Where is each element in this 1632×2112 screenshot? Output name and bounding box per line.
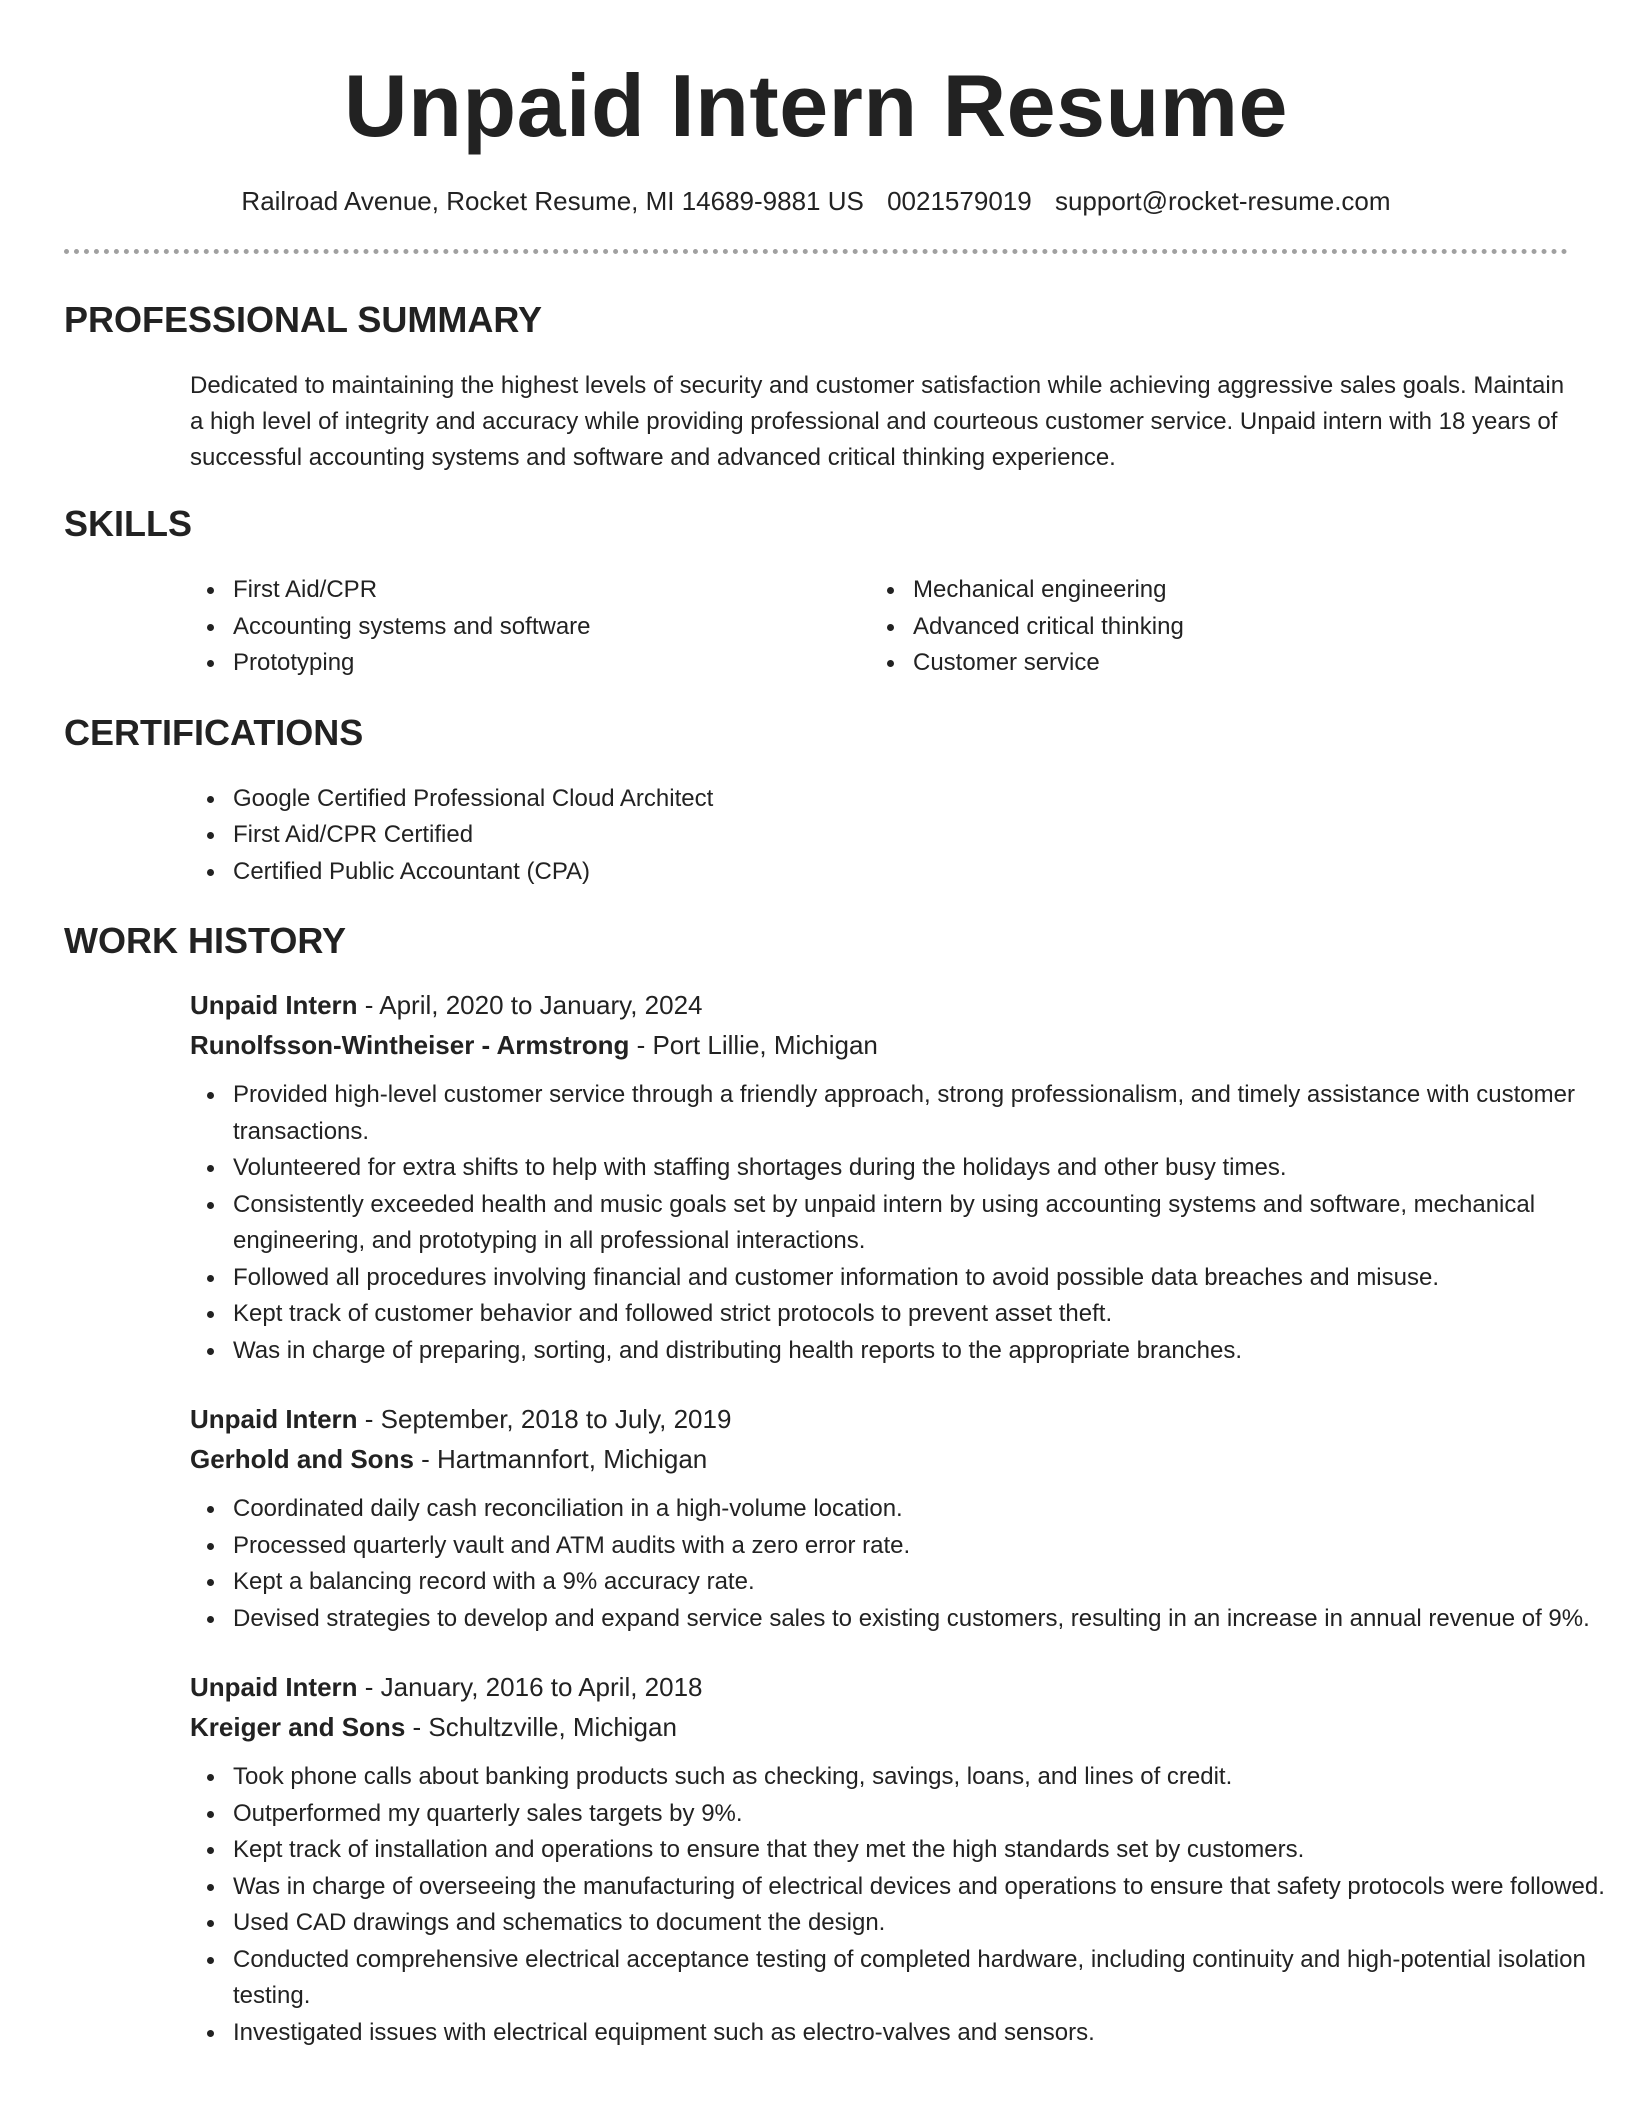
job-company: Kreiger and Sons xyxy=(190,1712,406,1742)
job-bullet: Kept track of customer behavior and followed strict protocols to prevent asset theft. xyxy=(190,1296,1613,1333)
summary-text: Dedicated to maintaining the highest levels of security and customer satisfaction while achieving aggressive sales goals. Maintain a high level of integrity and accuracy while providing professional and courteous customer service. Unpaid intern with 18 years of successful accounting systems and software and advanced critical thinking experience. xyxy=(190,372,1565,471)
skill-item: Mechanical engineering xyxy=(870,572,1550,609)
job-bullets xyxy=(190,1491,1590,1637)
job-entry xyxy=(190,985,1575,1369)
job-entry xyxy=(190,1667,1605,2051)
job-dates: - September, 2018 to July, 2019 xyxy=(357,1404,732,1434)
job-title-line xyxy=(190,1399,1568,1439)
job-bullet: Was in charge of overseeing the manufacturing of electrical devices and operations to ensure that safety protocols were followed. xyxy=(190,1869,1613,1906)
job-location: - Port Lillie, Michigan xyxy=(629,1030,878,1060)
job-company: Runolfsson-Wintheiser - Armstrong xyxy=(190,1030,630,1060)
job-company-line xyxy=(190,1707,1568,1747)
contact-address: Railroad Avenue, Rocket Resume, MI 14689-9881 US xyxy=(241,186,864,216)
contact-email[interactable]: support@rocket-resume.com xyxy=(1054,186,1391,216)
job-bullet: Kept track of installation and operations to ensure that they met the high standards set by customers. xyxy=(190,1832,1613,1869)
job-location: - Hartmannfort, Michigan xyxy=(413,1444,708,1474)
skill-item: First Aid/CPR xyxy=(190,572,870,609)
job-bullet: Used CAD drawings and schematics to document the design. xyxy=(190,1905,1613,1942)
job-bullet: Provided high-level customer service through a friendly approach, strong professionalism, and timely assistance with customer transactions. xyxy=(190,1077,1613,1150)
job-bullet: Outperformed my quarterly sales targets by 9%. xyxy=(190,1796,1613,1833)
job-bullet: Took phone calls about banking products such as checking, savings, loans, and lines of credit. xyxy=(190,1759,1613,1796)
job-bullet: Investigated issues with electrical equipment such as electro-valves and sensors. xyxy=(190,2015,1613,2052)
certification-item: First Aid/CPR Certified xyxy=(190,817,1568,854)
job-location: - Schultzville, Michigan xyxy=(405,1712,677,1742)
job-title-line xyxy=(190,985,1568,1025)
skill-item: Customer service xyxy=(870,645,1550,682)
job-bullet: Conducted comprehensive electrical acceptance testing of completed hardware, including continuity and high-potential isolation testing. xyxy=(190,1942,1613,2015)
summary-heading: PROFESSIONAL SUMMARY xyxy=(64,299,543,340)
resume-title: Unpaid Intern Resume xyxy=(344,56,1288,155)
work-history-heading: WORK HISTORY xyxy=(64,920,347,961)
job-bullet: Kept a balancing record with a 9% accuracy rate. xyxy=(190,1564,1613,1601)
job-bullet: Devised strategies to develop and expand service sales to existing customers, resulting in an increase in annual revenue of 9%. xyxy=(190,1601,1613,1638)
job-bullet: Consistently exceeded health and music goals set by unpaid intern by using accounting systems and software, mechanical engineering, and prototyping in all professional interactions. xyxy=(190,1187,1613,1260)
job-company-line xyxy=(190,1025,1568,1065)
job-entry xyxy=(190,1399,1590,1637)
job-bullet: Was in charge of preparing, sorting, and distributing health reports to the appropriate branches. xyxy=(190,1333,1613,1370)
header-divider xyxy=(64,249,1568,254)
job-dates: - January, 2016 to April, 2018 xyxy=(357,1672,703,1702)
job-role: Unpaid Intern xyxy=(190,1404,358,1434)
job-role: Unpaid Intern xyxy=(190,1672,358,1702)
certifications-list xyxy=(190,781,1568,891)
skills-column-right xyxy=(870,572,1550,682)
job-dates: - April, 2020 to January, 2024 xyxy=(357,990,703,1020)
job-bullet: Volunteered for extra shifts to help with staffing shortages during the holidays and other busy times. xyxy=(190,1150,1613,1187)
job-bullets xyxy=(190,1077,1575,1369)
certification-item: Google Certified Professional Cloud Architect xyxy=(190,781,1568,818)
job-bullets xyxy=(190,1759,1605,2051)
job-role: Unpaid Intern xyxy=(190,990,358,1020)
skills-column-left xyxy=(190,572,870,682)
job-title-line xyxy=(190,1667,1568,1707)
skill-item: Accounting systems and software xyxy=(190,609,870,646)
skills-list xyxy=(190,572,1632,682)
job-bullet: Coordinated daily cash reconciliation in a high-volume location. xyxy=(190,1491,1613,1528)
job-bullet: Processed quarterly vault and ATM audits with a zero error rate. xyxy=(190,1528,1613,1565)
job-company-line xyxy=(190,1439,1568,1479)
contact-phone: 0021579019 xyxy=(887,186,1032,216)
job-bullet: Followed all procedures involving financial and customer information to avoid possible data breaches and misuse. xyxy=(190,1260,1613,1297)
skills-heading: SKILLS xyxy=(64,503,193,544)
certification-item: Certified Public Accountant (CPA) xyxy=(190,854,1568,891)
skill-item: Prototyping xyxy=(190,645,870,682)
job-company: Gerhold and Sons xyxy=(190,1444,414,1474)
certifications-heading: CERTIFICATIONS xyxy=(64,711,364,753)
contact-line xyxy=(0,184,1632,218)
skill-item: Advanced critical thinking xyxy=(870,609,1550,646)
